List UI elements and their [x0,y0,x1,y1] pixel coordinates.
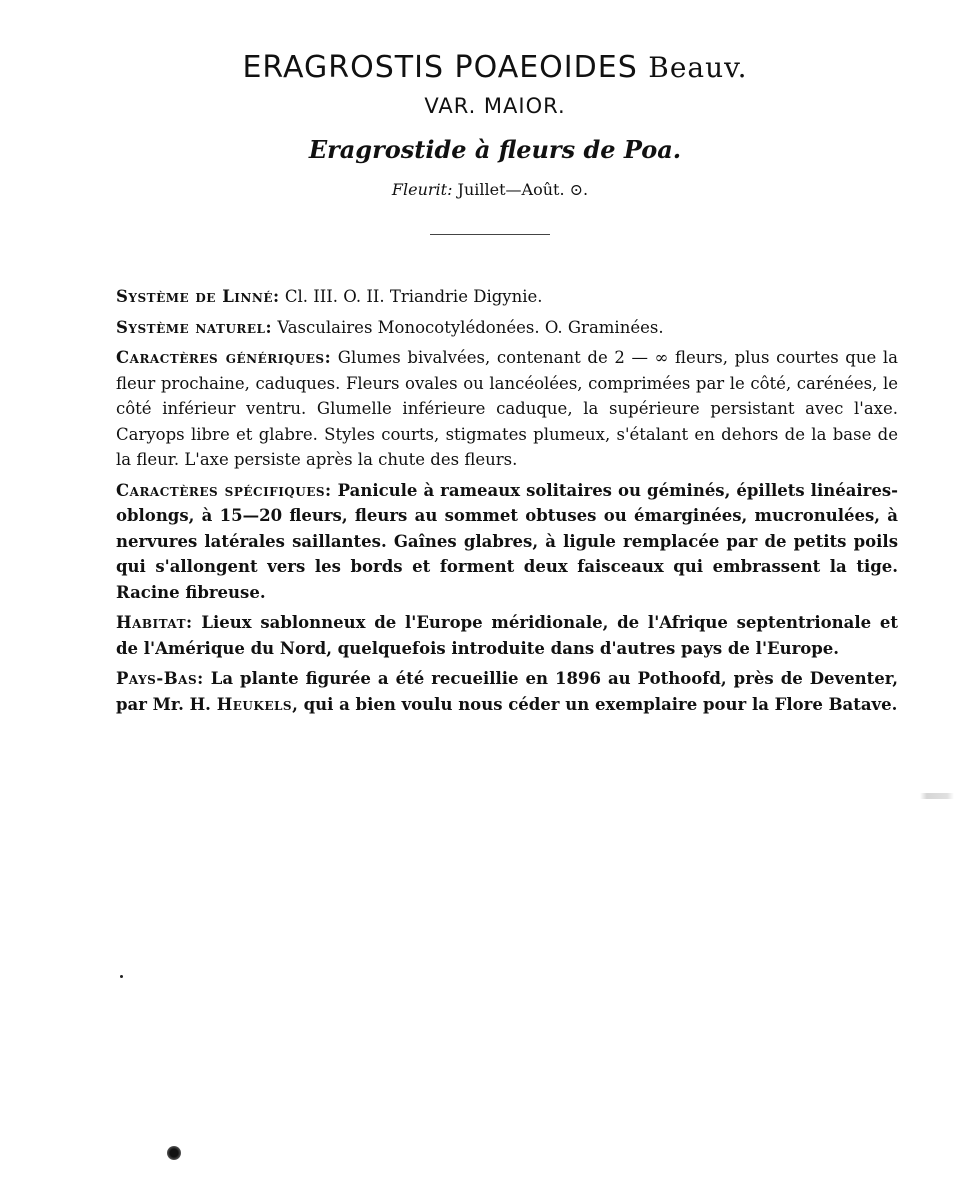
paragraph-habitat [116,610,898,661]
text-habitat: Lieux sablonneux de l'Europe méridionale, de l'Afrique septentrionale et de l'Amérique du Nord, quelquefois introduite dans d'autres pays de l'Europe. [116,613,898,658]
text-paysbas-2: , qui a bien voulu nous céder un exemplaire pour la Flore Batave. [292,694,898,714]
ink-speck [120,975,123,978]
text-linne: Cl. III. O. II. Triandrie Digynie. [279,287,543,306]
label-habitat: Habitat: [116,613,193,632]
paragraph-generiques [116,345,898,473]
label-specifiques: Caractères spécifiques: [116,480,332,500]
label-generiques: Caractères génériques: [116,348,332,367]
text-generiques: Glumes bivalvées, contenant de 2 — ∞ fleurs, plus courtes que la fleur prochaine, caduques. Fleurs ovales ou lancéolées, comprimées par le côté, carénées, le côté inférieur ventru. Glumelle inférieure caduque, la supérieure persistant avec l'axe. Caryops libre et glabre. Styles courts, stigmates plumeux, s'étalant en dehors de la base de la fleur. L'axe persiste après la chute des fleurs. [116,348,898,469]
paragraph-specifiques [116,478,898,606]
species-author: Beauv. [648,51,748,84]
flowering-line [0,178,967,202]
text-naturel: Vasculaires Monocotylédonées. O. Graminées. [272,317,664,337]
label-linne: Système de Linné: [116,287,280,306]
label-paysbas: Pays-Bas: [116,669,204,688]
collector-name: Heukels [216,694,293,714]
title-divider [430,234,550,235]
text-paysbas-1: La plante figurée a été recueillie en 1896 au Pothoofd, près de Deventer, par Mr. H. [116,669,898,714]
scan-artifact [920,793,954,799]
common-name: Eragrostide à fleurs de Poa. [308,135,682,164]
variety-line: VAR. MAIOR. [424,94,566,118]
species-title [0,50,967,86]
paragraph-paysbas [116,666,898,717]
label-naturel: Système naturel: [116,317,273,337]
text-specifiques: Panicule à rameaux solitaires ou géminés, épillets linéaires-oblongs, à 15—20 fleurs, fleurs au sommet obtuses ou émarginées, mucronulées, à nervures latérales saillantes. Gaînes glabres, à ligule remplacée par de petits poils qui s'allongent vers les bords et forment deux faisceaux qui embrassent la tige. Racine fibreuse. [116,480,898,602]
flowering-label: Fleurit: [391,180,453,199]
ink-blot [167,1146,181,1160]
description-body [116,284,898,722]
species-name: ERAGROSTIS POAEOIDES [242,50,638,85]
paragraph-linne [116,284,898,310]
paragraph-naturel [116,315,898,341]
flowering-value: Juillet—Août. ⊙. [457,180,589,199]
